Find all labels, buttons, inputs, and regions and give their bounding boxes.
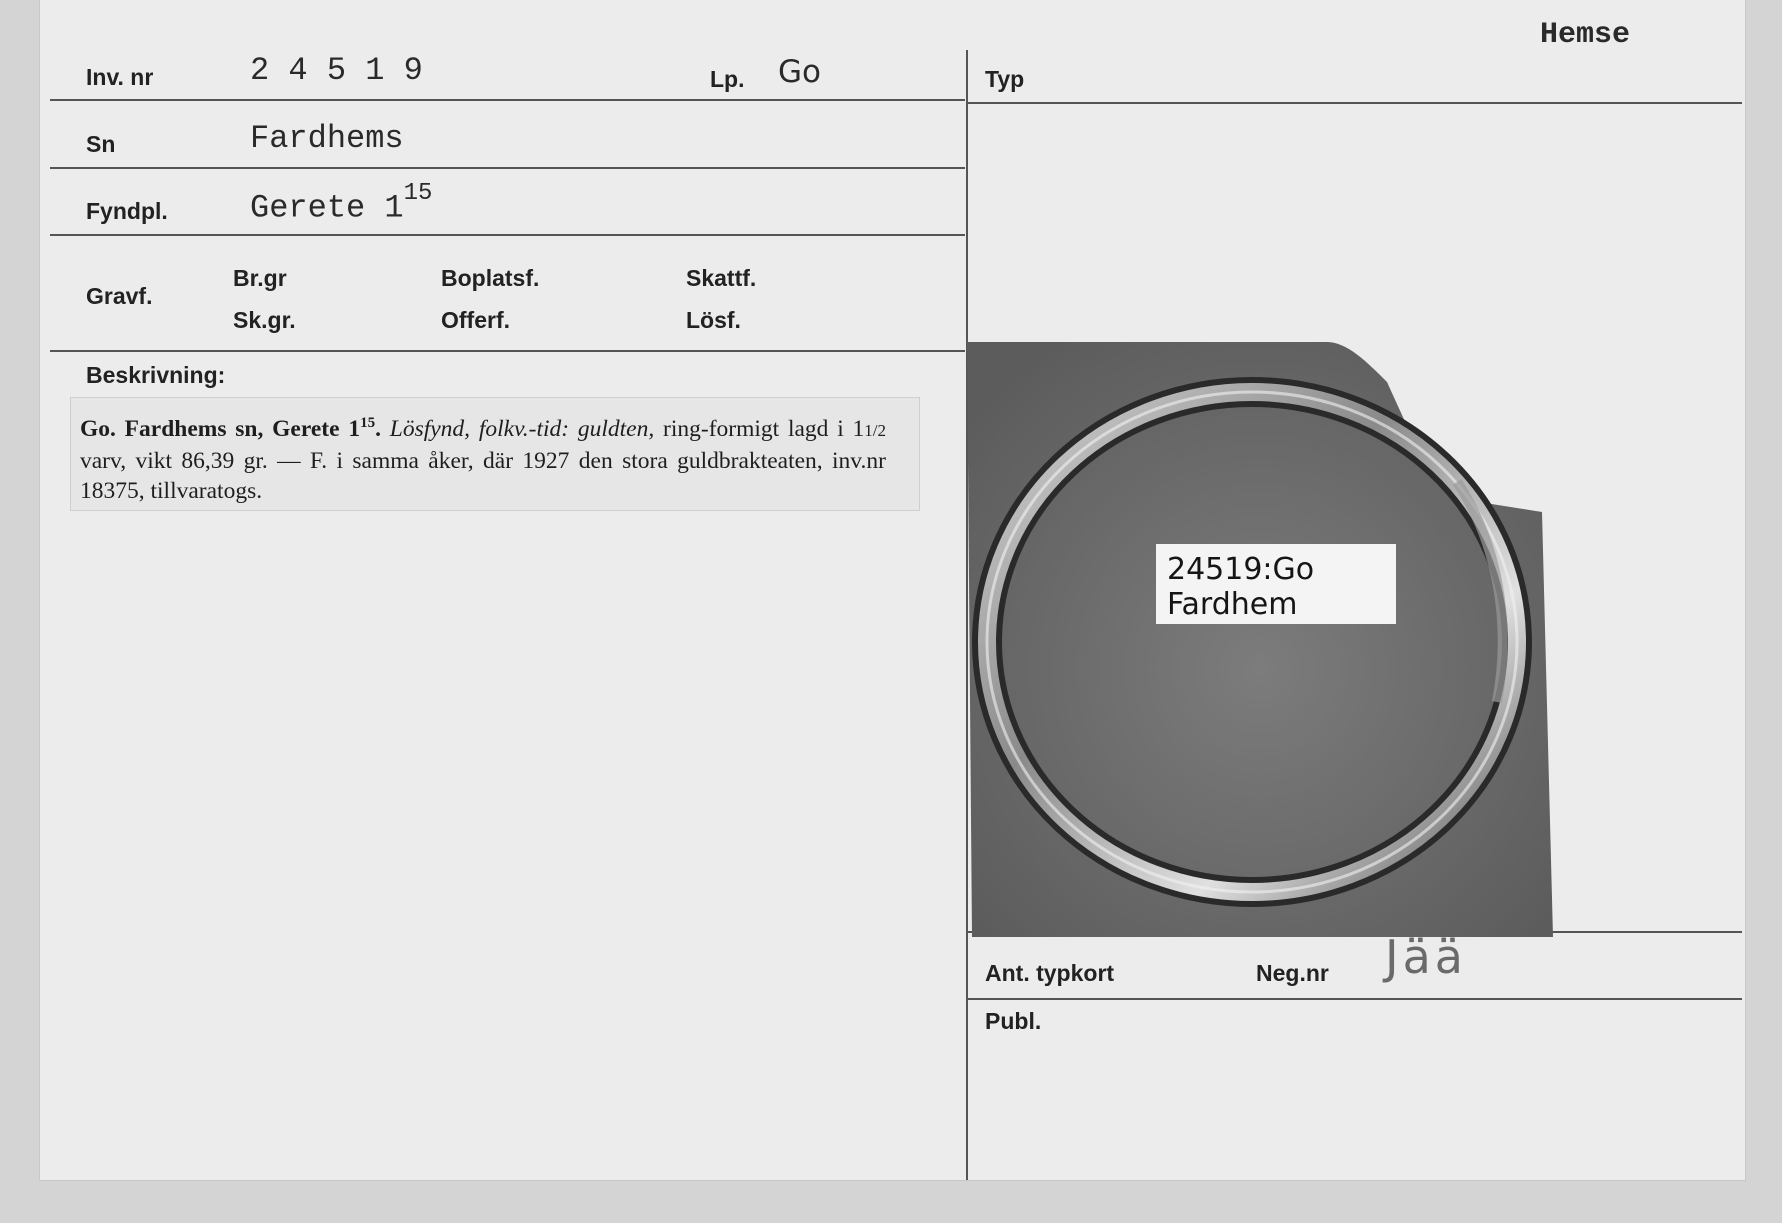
- inv-nr-label: Inv. nr: [86, 64, 154, 90]
- description-part1: ring-formigt lagd i 1: [663, 415, 865, 442]
- description-heading-sup: 15: [360, 415, 376, 431]
- gravf-option-skgr: Sk.gr.: [233, 307, 296, 333]
- gravf-option-losf: Lösf.: [686, 307, 741, 333]
- photo-label-text: [1167, 552, 1314, 622]
- gravf-label: Gravf.: [86, 283, 153, 309]
- rule-publ: [967, 998, 1742, 1000]
- rule-typ: [967, 102, 1742, 104]
- inv-nr-value: 2 4 5 1 9: [250, 52, 423, 89]
- description-fraction: 1/2: [864, 420, 886, 440]
- rule-fyndpl: [50, 234, 965, 236]
- ring-photograph: [967, 342, 1555, 937]
- description-text: [80, 408, 886, 506]
- description-italic: Lösfynd, folkv.-tid: guldten,: [389, 415, 655, 442]
- description-part2: varv, vikt 86,39 gr. — F. i samma åker, där 1927 den stora guldbrakteaten, inv.nr 18375, tillvaratogs.: [80, 447, 886, 504]
- rule-gravf: [50, 350, 965, 352]
- sn-value: Fardhems: [250, 120, 404, 157]
- beskrivning-label: Beskrivning:: [86, 362, 226, 388]
- description-heading-end: .: [375, 415, 381, 442]
- corner-stamp: Hemse: [1540, 18, 1631, 52]
- publ-label: Publ.: [985, 1008, 1042, 1034]
- gravf-option-skattf: Skattf.: [686, 265, 757, 291]
- rule-sn: [50, 167, 965, 169]
- gravf-option-offerf: Offerf.: [441, 307, 510, 333]
- typ-label: Typ: [985, 66, 1025, 92]
- fyndpl-text: Gerete 1: [250, 189, 404, 227]
- neg-nr-value: Jää: [1385, 930, 1467, 984]
- description-heading: Go. Fardhems sn, Gerete 1: [80, 415, 361, 442]
- photo-label-line1: 24519:Go: [1167, 552, 1315, 587]
- gravf-option-brgr: Br.gr: [233, 265, 287, 291]
- fyndpl-label: Fyndpl.: [86, 198, 168, 224]
- neg-nr-label: Neg.nr: [1256, 960, 1329, 986]
- photo-label-line2: Fardhem: [1167, 587, 1298, 622]
- fyndpl-value: [250, 180, 433, 227]
- fyndpl-superscript: 15: [403, 180, 433, 207]
- lp-label: Lp.: [710, 66, 745, 92]
- lp-value: Go: [778, 54, 821, 90]
- gravf-option-boplatsf: Boplatsf.: [441, 265, 540, 291]
- rule-inv: [50, 99, 965, 101]
- ant-typkort-label: Ant. typkort: [985, 960, 1115, 986]
- sn-label: Sn: [86, 131, 116, 157]
